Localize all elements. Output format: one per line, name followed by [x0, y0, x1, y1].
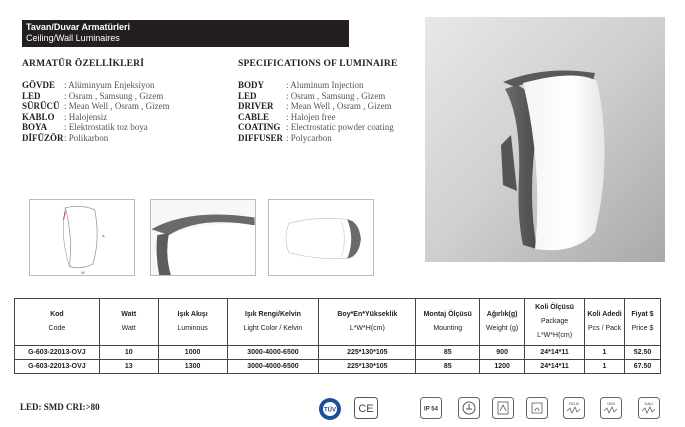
- fire-rating-icon: [526, 397, 548, 419]
- spec-key: DİFÜZÖR: [22, 132, 64, 143]
- header-label-en: Mounting: [433, 325, 463, 332]
- spec-key: SÜRÜCÜ: [22, 101, 60, 112]
- dim-icon: [600, 397, 622, 419]
- spec-key: GÖVDE: [22, 80, 56, 90]
- header-label-tr: Koli Adedi: [587, 311, 622, 318]
- spec-key: DIFFUSER: [238, 132, 284, 143]
- header-label-tr: Ağırlık(g): [486, 311, 518, 318]
- spec-list-en: [238, 80, 394, 144]
- table-cell: 24*14*11: [525, 360, 585, 374]
- spec-value: : Mean Well , Osram , Gizem: [64, 101, 170, 112]
- spec-row: [22, 133, 170, 144]
- spec-row: [22, 112, 170, 123]
- spec-row: [22, 80, 170, 91]
- table-cell: 10: [99, 346, 158, 360]
- header-label-tr: Işık Rengi/Kelvin: [244, 311, 301, 318]
- header-label-en: Package L*W*H(cm): [537, 318, 573, 339]
- svg-text:CE: CE: [358, 403, 374, 415]
- table-cell: 85: [416, 346, 480, 360]
- spec-heading-en: SPECIFICATIONS OF LUMINAIRE: [238, 59, 398, 69]
- header-label-tr: Fiyat $: [631, 311, 654, 318]
- spec-value: : Polycarbon: [286, 132, 332, 143]
- header-label-tr: Boy*En*Yükseklik: [337, 311, 398, 318]
- table-header-cell: [319, 299, 416, 346]
- header-label-tr: Montaj Ölçüsü: [423, 311, 472, 318]
- table-cell: 85: [416, 360, 480, 374]
- table-header-cell: [158, 299, 227, 346]
- spec-value: : Osram , Samsung , Gizem: [286, 90, 386, 101]
- spec-key: CABLE: [238, 111, 270, 122]
- dali-icon: [638, 397, 660, 419]
- led-note: LED: SMD CRI:>80: [20, 402, 100, 412]
- spec-key: DRIVER: [238, 101, 274, 112]
- product-photo: [425, 17, 665, 262]
- ce-mark-icon: [354, 397, 378, 419]
- header-label-en: Light Color / Kelvin: [243, 325, 303, 332]
- table-row: [15, 360, 661, 374]
- table-cell: 1: [585, 360, 625, 374]
- svg-text:DALI: DALI: [644, 401, 654, 406]
- title-tr: Tavan/Duvar Armatürleri: [26, 22, 131, 32]
- rdb-icon: [563, 397, 585, 419]
- temperature-icon: [492, 397, 514, 419]
- thumbnail-dimension-drawing: [29, 199, 135, 276]
- header-label-en: Watt: [121, 325, 136, 332]
- spec-row: [22, 101, 170, 112]
- thumb-dim-label: W: [81, 270, 85, 275]
- header-label-tr: Kod: [50, 311, 64, 318]
- table-row: [15, 346, 661, 360]
- header-label-en: L*W*H(cm): [349, 325, 385, 332]
- header-label-tr: Işık Akışı: [177, 311, 208, 318]
- table-cell: 52.50: [624, 346, 660, 360]
- spec-row: [22, 122, 170, 133]
- svg-text:IP 54: IP 54: [424, 406, 438, 413]
- table-cell: G-603-22013-OVJ: [15, 360, 100, 374]
- table-header-cell: [624, 299, 660, 346]
- table-cell: 24*14*11: [525, 346, 585, 360]
- spec-value: : Aluminum Injection: [286, 80, 364, 90]
- svg-text:RD-B: RD-B: [569, 401, 579, 406]
- table-cell: 3000-4000-6500: [227, 360, 319, 374]
- spec-value: : Electrostatic powder coating: [286, 122, 394, 133]
- spec-row: [238, 101, 394, 112]
- title-en: Ceiling/Wall Luminaires: [26, 33, 120, 43]
- spec-key: LED: [238, 90, 257, 101]
- spec-row: [238, 122, 394, 133]
- table-header-row: [15, 299, 661, 346]
- spec-heading-tr: ARMATÜR ÖZELLİKLERİ: [22, 59, 145, 69]
- svg-text:DIM: DIM: [607, 401, 615, 406]
- header-label-en: Weight (g): [486, 325, 519, 332]
- spec-row: [238, 80, 394, 91]
- spec-value: : Osram , Samsung , Gizem: [64, 90, 164, 101]
- table-cell: 1200: [480, 360, 525, 374]
- table-header-cell: [99, 299, 158, 346]
- thumbnail-side-view: [268, 199, 374, 276]
- table-header-cell: [480, 299, 525, 346]
- spec-list-tr: [22, 80, 170, 144]
- spec-value: : Mean Well , Osram , Gizem: [286, 101, 392, 112]
- product-table: [14, 298, 661, 374]
- table-cell: 3000-4000-6500: [227, 346, 319, 360]
- spec-key: BOYA: [22, 122, 48, 133]
- table-cell: 1000: [158, 346, 227, 360]
- table-cell: 13: [99, 360, 158, 374]
- table-cell: G-603-22013-OVJ: [15, 346, 100, 360]
- spec-row: [238, 133, 394, 144]
- table-header-cell: [227, 299, 319, 346]
- table-cell: 1300: [158, 360, 227, 374]
- table-cell: 225*130*105: [319, 346, 416, 360]
- spec-key: COATING: [238, 122, 281, 133]
- tuv-cert-icon: [318, 397, 342, 421]
- table-cell: 225*130*105: [319, 360, 416, 374]
- spec-key: KABLO: [22, 111, 55, 122]
- table-header-cell: [416, 299, 480, 346]
- header-label-tr: Watt: [121, 311, 137, 318]
- table-cell: 900: [480, 346, 525, 360]
- spec-row: [22, 91, 170, 102]
- header-label-en: Code: [48, 325, 66, 332]
- spec-value: : Halojensiz: [64, 111, 108, 122]
- header-label-en: Luminous: [177, 325, 208, 332]
- table-header-cell: [525, 299, 585, 346]
- svg-text:TÜV: TÜV: [324, 407, 336, 414]
- table-cell: 1: [585, 346, 625, 360]
- thumbnail-closeup: [150, 199, 256, 276]
- ip54-icon: [420, 397, 442, 419]
- title-bar: [22, 20, 349, 47]
- spec-row: [238, 112, 394, 123]
- spec-row: [238, 91, 394, 102]
- spec-key: BODY: [238, 80, 265, 90]
- protection-class-icon: [458, 397, 480, 419]
- table-header-cell: [15, 299, 100, 346]
- spec-key: LED: [22, 90, 41, 101]
- table-header-cell: [585, 299, 625, 346]
- spec-value: : Elektrostatik toz boya: [64, 122, 148, 133]
- spec-value: : Polikarbon: [64, 132, 109, 143]
- header-label-en: Pcs / Pack: [587, 325, 622, 332]
- header-label-tr: Koli Ölçüsü: [535, 304, 575, 311]
- spec-value: : Alüminyum Enjeksiyon: [64, 80, 155, 90]
- spec-value: : Halojen free: [286, 111, 336, 122]
- header-label-en: Price $: [631, 325, 654, 332]
- table-cell: 67.50: [624, 360, 660, 374]
